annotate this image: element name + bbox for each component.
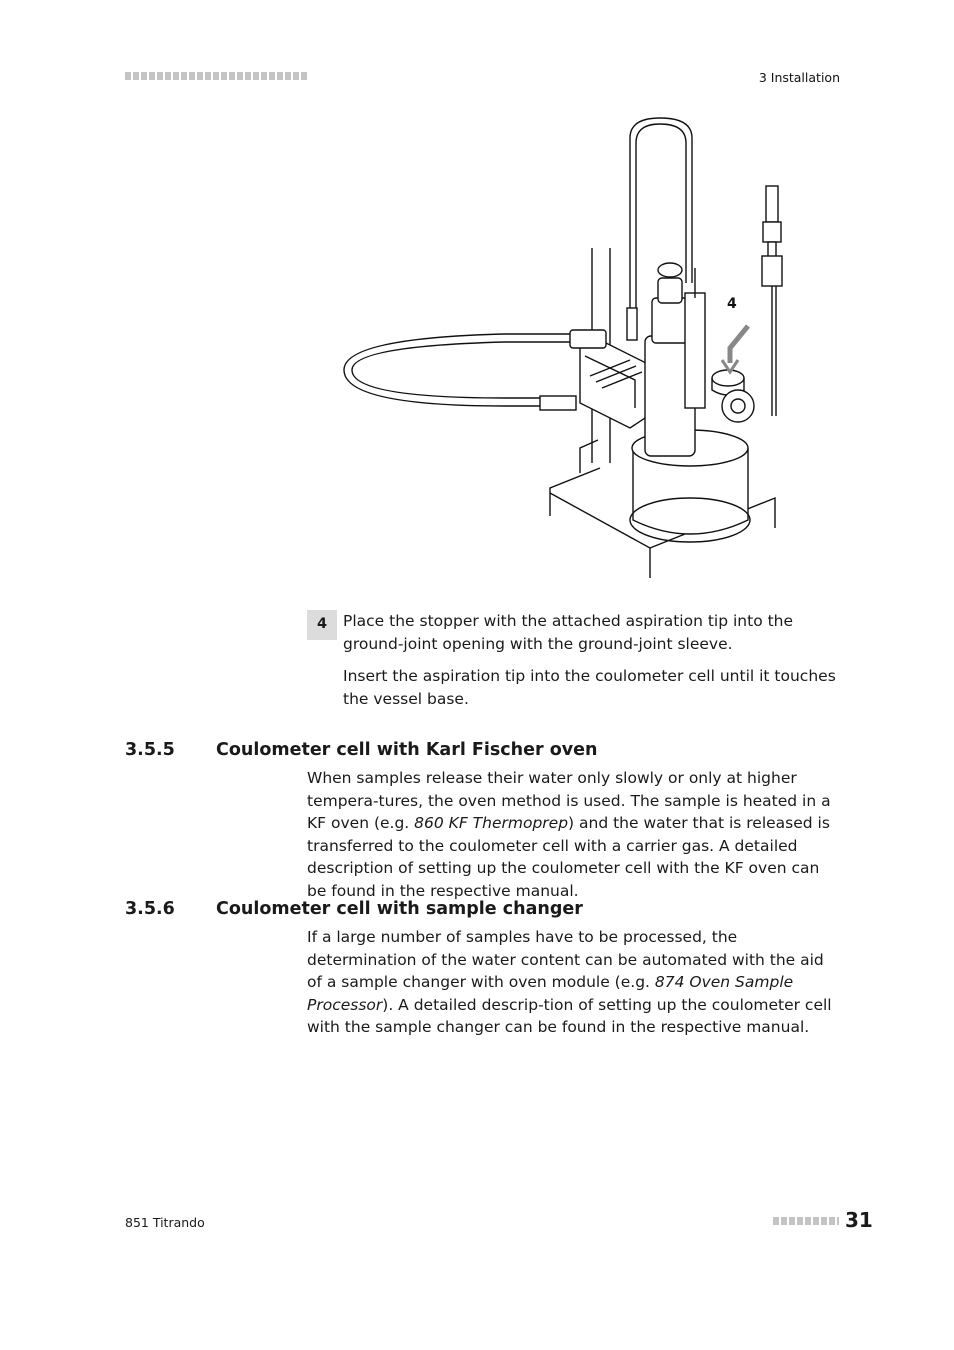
step-number: 4 bbox=[307, 610, 337, 640]
footer-product: 851 Titrando bbox=[125, 1215, 205, 1230]
section-body-3-5-6: If a large number of samples have to be processed, the determination of the water content can be automated with the aid of a sample changer with oven module (e.g. 874 Oven Sample Processor). A detailed descrip-tion of setting up the coulometer cell with the sample changer can be found in the respective manual. bbox=[307, 928, 832, 1036]
header-decoration bbox=[125, 72, 307, 80]
section-number: 3.5.6 bbox=[125, 899, 175, 919]
figure-callout: 4 bbox=[727, 296, 737, 312]
section-title: Coulometer cell with Karl Fischer oven bbox=[216, 740, 598, 760]
section-title: Coulometer cell with sample changer bbox=[216, 899, 583, 919]
step-note: Insert the aspiration tip into the coulometer cell until it touches the vessel base. bbox=[343, 667, 836, 708]
footer-decoration bbox=[773, 1217, 839, 1225]
step-text: Place the stopper with the attached aspiration tip into the ground-joint opening with the ground-joint sleeve. bbox=[343, 612, 794, 653]
section-body-3-5-5: When samples release their water only slowly or only at higher tempera-tures, the oven method is used. The sample is heated in a KF oven (e.g. 860 KF Thermoprep) and the water that is released is transferred to the coulometer cell with a carrier gas. A detailed description of setting up the coulometer cell with the KF oven can be found in the respective manual. bbox=[307, 769, 831, 900]
section-number: 3.5.5 bbox=[125, 740, 175, 760]
page-number: 31 bbox=[845, 1208, 873, 1232]
running-header: 3 Installation bbox=[758, 70, 840, 85]
coulometer-cell-illustration bbox=[330, 108, 790, 583]
instruction-step bbox=[307, 610, 837, 720]
section-heading-3-5-6 bbox=[125, 899, 583, 919]
section-heading-3-5-5 bbox=[125, 740, 597, 760]
